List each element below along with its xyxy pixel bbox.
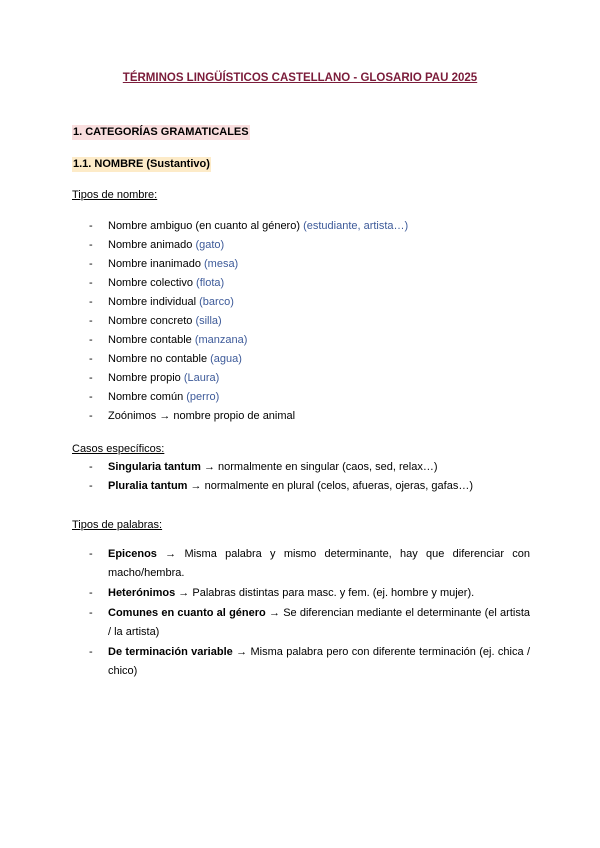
list-item: - Nombre ambiguo (en cuanto al género) (estudiante, artista…): [72, 217, 530, 236]
term: Pluralia tantum: [108, 480, 188, 492]
subsection-heading-nombre: 1.1. NOMBRE (Sustantivo): [73, 158, 210, 170]
list-item: - Heterónimos → Palabras distintas para masc. y fem. (ej. hombre y mujer).: [72, 584, 530, 603]
list-item: - Comunes en cuanto al género → Se diferencian mediante el determinante (el artista / la artista): [72, 604, 530, 642]
list-item: - Nombre colectivo (flota): [72, 274, 530, 293]
casos-especificos-list: [72, 458, 530, 496]
term: Comunes en cuanto al género: [108, 607, 266, 619]
example-text: (estudiante, artista…): [303, 220, 409, 232]
document-title: TÉRMINOS LINGÜÍSTICOS CASTELLANO - GLOSARIO PAU 2025: [122, 72, 478, 84]
list-item: - Nombre inanimado (mesa): [72, 255, 530, 274]
example-text: (mesa): [204, 258, 239, 270]
example-text: (agua): [210, 353, 242, 365]
list-item: - Nombre propio (Laura): [72, 369, 530, 388]
casos-especificos-heading: Casos específicos:: [72, 443, 165, 455]
term: De terminación variable: [108, 646, 233, 658]
tipos-nombre-list: [72, 217, 530, 426]
term: Epicenos: [108, 548, 157, 560]
list-item: - Singularia tantum → normalmente en singular (caos, sed, relax…): [72, 458, 530, 477]
section-heading-categorias: 1. CATEGORÍAS GRAMATICALES: [73, 126, 249, 138]
list-item: - Nombre contable (manzana): [72, 331, 530, 350]
list-item: - Nombre concreto (silla): [72, 312, 530, 331]
list-item: - Nombre común (perro): [72, 388, 530, 407]
example-text: (flota): [196, 277, 225, 289]
list-item: - Nombre animado (gato): [72, 236, 530, 255]
example-text: (perro): [186, 391, 220, 403]
list-item: - Epicenos → Misma palabra y mismo determinante, hay que diferenciar con macho/hembra.: [72, 545, 530, 583]
example-text: (barco): [199, 296, 234, 308]
tipos-palabras-list: [72, 545, 530, 682]
term: Heterónimos: [108, 587, 176, 599]
tipos-nombre-heading: Tipos de nombre:: [72, 189, 158, 201]
example-text: (Laura): [183, 372, 220, 384]
list-item: - Nombre individual (barco): [72, 293, 530, 312]
term: Singularia tantum: [108, 461, 201, 473]
list-item: - Nombre no contable (agua): [72, 350, 530, 369]
list-item: - Pluralia tantum → normalmente en plural (celos, afueras, ojeras, gafas…): [72, 477, 530, 496]
example-text: (silla): [195, 315, 222, 327]
list-item: - Zoónimos → nombre propio de animal: [72, 407, 530, 426]
tipos-palabras-heading: Tipos de palabras:: [72, 519, 163, 531]
list-item: - De terminación variable → Misma palabra pero con diferente terminación (ej. chica / chico): [72, 643, 530, 681]
example-text: (gato): [195, 239, 225, 251]
example-text: (manzana): [194, 334, 248, 346]
